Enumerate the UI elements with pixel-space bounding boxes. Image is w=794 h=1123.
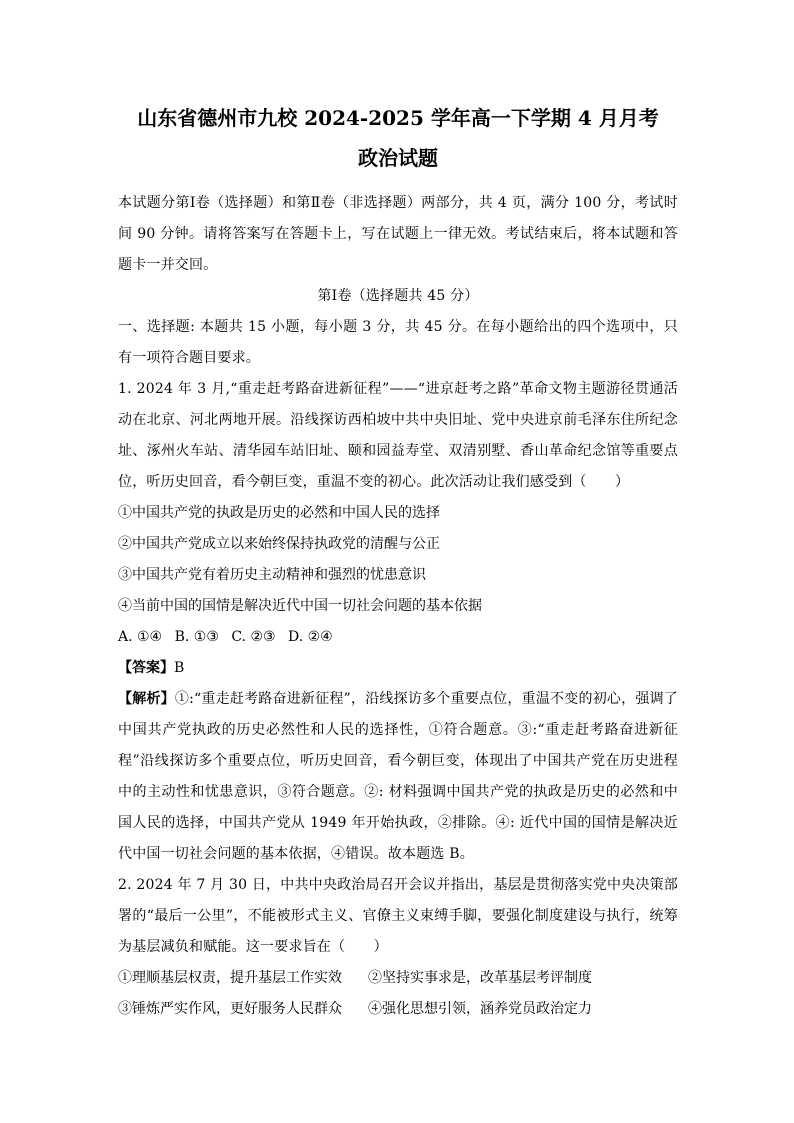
analysis-text: ①:“重走赶考路奋进新征程”，沿线探访多个重要点位，重温不变的初心，强调了中国共产党执政的历史必然性和人民的选择性，①符合题意。③:“重走赶考路奋进新征程”沿线探访多个重要点位，听历史回音，看今朝巨变，体现出了中国共产党在历史进程中的主动性和忧患意识，③符合题意。②: 材料强调中国共产党的执政是历史的必然和中国人民的选择，中国共产党从 1949 年开始执政，②排除。④: 近代中国的国情是解决近代中国一切社会问题的基本依据，④错误。故本题选 B。 — [118, 691, 678, 862]
choice-d: D. ②④ — [288, 629, 333, 645]
question-stem: 2. 2024 年 7 月 30 日，中共中央政治局召开会议并指出，基层是贯彻落实党中央决策部署的“最后一公里”，不能被形式主义、官僚主义束缚手脚，要强化制度建设与执行，统筹为基层减负和赋能。这一要求旨在（ ） — [118, 877, 678, 955]
section-heading: 第Ⅰ卷（选择题共 45 分） — [317, 288, 479, 304]
exam-subtitle: 政治试题 — [358, 146, 438, 170]
choice-b: B. ①③ — [174, 629, 219, 645]
statement-option: ①中国共产党的执政是历史的必然和中国人民的选择 — [118, 505, 440, 521]
statement-option: ①理顺基层权责，提升基层工作实效 — [118, 970, 342, 986]
analysis-paragraph — [118, 684, 678, 870]
statement-option-row — [118, 994, 678, 1025]
part-instructions: 一、选择题: 本题共 15 小题，每小题 3 分，共 45 分。在每小题给出的四个选项中，只有一项符合题目要求。 — [118, 319, 678, 366]
choice-c: C. ②③ — [231, 629, 276, 645]
question-stem: 1. 2024 年 3 月,“重走赶考路奋进新征程”——“进京赶考之路”革命文物主题游径贯通活动在北京、河北两地开展。沿线探访西柏坡中共中央旧址、党中央进京前毛泽东住所纪念址、涿州火车站、清华园车站旧址、颐和园益寿堂、双清别墅、香山革命纪念馆等重要点位，听历史回音，看今朝巨变，重温不变的初心。此次活动让我们感受到（ ） — [118, 381, 678, 490]
statement-option: ④强化思想引领，涵养党员政治定力 — [368, 1001, 592, 1017]
statement-option: ④当前中国的国情是解决近代中国一切社会问题的基本依据 — [118, 598, 482, 614]
analysis-label: 【解析】 — [118, 691, 175, 707]
exam-title: 山东省德州市九校 2024-2025 学年高一下学期 4 月月考 — [137, 106, 659, 130]
answer-line — [118, 653, 678, 684]
statement-option: ②坚持实事求是，改革基层考评制度 — [368, 970, 592, 986]
exam-page — [118, 98, 678, 1025]
statement-option: ③中国共产党有着历史主动精神和强烈的忧患意识 — [118, 567, 426, 583]
statement-option-row — [118, 963, 678, 994]
answer-value: B — [174, 660, 185, 676]
question-1 — [118, 374, 678, 870]
statement-option: ②中国共产党成立以来始终保持执政党的清醒与公正 — [118, 536, 440, 552]
choice-a: A. ①④ — [118, 629, 163, 645]
question-2 — [118, 870, 678, 1025]
statement-option: ③锤炼严实作风，更好服务人民群众 — [118, 1001, 342, 1017]
answer-label: 【答案】 — [118, 660, 174, 676]
answer-choices — [118, 622, 678, 653]
exam-intro: 本试题分第Ⅰ卷（选择题）和第Ⅱ卷（非选择题）两部分，共 4 页，满分 100 分，考试时间 90 分钟。请将答案写在答题卡上，写在试题上一律无效。考试结束后，将本试题和答题卡一并交回。 — [118, 195, 678, 273]
